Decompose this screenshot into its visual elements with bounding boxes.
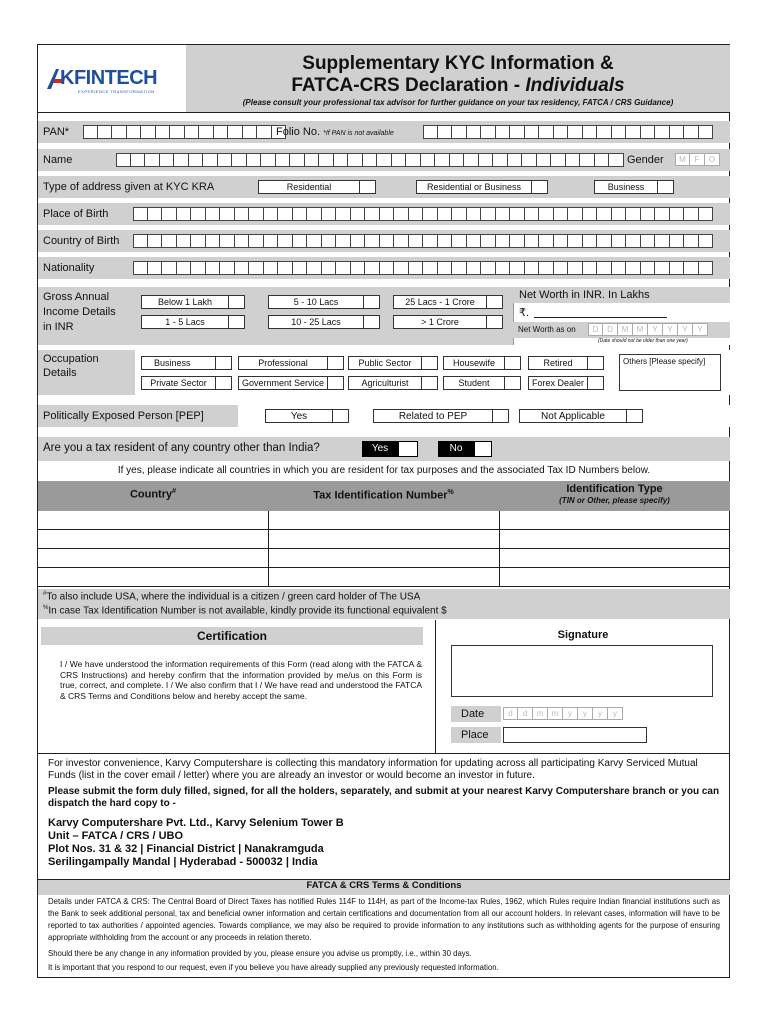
logo-tagline: EXPERIENCE TRANSFORMATION <box>78 89 155 94</box>
folio-input[interactable] <box>423 125 713 139</box>
certification-text: I / We have understood the information requirements of this Form (read along with the FATCA & CRS Instructions) and hereby confirm that the information provided by me/us on this Form is true, correct, and complete. I / We also confirm that I / We have read and understood the FATCA & CRS Terms and Conditions below and hereby accept the same. <box>60 659 422 701</box>
title-prefix: FATCA-CRS Declaration - <box>291 75 526 96</box>
occupation-student-checkbox[interactable] <box>505 376 521 390</box>
terms-para-2: Should there be any change in any information provided by you, please ensure you advise us promptly, i.e., within 30 days. <box>48 949 472 958</box>
address-line-4: Serilingampally Mandal | Hyderabad - 500032 | India <box>48 856 318 868</box>
tax-instruction: If yes, please indicate all countries in which you are resident for tax purposes and the associated Tax ID Numbers below. <box>117 465 651 476</box>
footer-para-2: Please submit the form duly filled, signed, for all the holders, separately, and submit at your nearest Karvy Computershare branch or you can dispatch the hard copy to - <box>48 786 720 809</box>
occupation-public-sector-checkbox[interactable] <box>422 356 438 370</box>
pep-not-applicable: Not Applicable <box>519 409 627 423</box>
income-25-lacs-1-crore-checkbox[interactable] <box>487 295 503 309</box>
occupation-others-field[interactable] <box>619 354 721 391</box>
folio-text: Folio No. <box>276 126 321 138</box>
address-residential-business: Residential or Business <box>416 180 532 194</box>
occupation-professional: Professional <box>238 356 328 370</box>
tax-table-body[interactable] <box>38 511 730 587</box>
net-worth-date-note: (Date should not be older than one year) <box>598 338 688 344</box>
place-input[interactable] <box>503 727 647 743</box>
pep-not-applicable-checkbox[interactable] <box>627 409 643 423</box>
title-italic: Individuals <box>525 75 625 96</box>
address-business-checkbox[interactable] <box>658 180 674 194</box>
folio-label <box>276 126 394 138</box>
folio-note: *If PAN is not available <box>323 130 394 137</box>
income-above-1-crore-checkbox[interactable] <box>487 315 503 329</box>
income-above-1-crore: > 1 Crore <box>393 315 487 329</box>
terms-para-3: It is important that you respond to our request, even if you believe you have already supplied any previously requested information. <box>48 963 499 972</box>
net-worth-label: Net Worth in INR. In Lakhs <box>519 289 650 301</box>
address-residential-business-checkbox[interactable] <box>532 180 548 194</box>
pep-related-checkbox[interactable] <box>493 409 509 423</box>
nationality-label: Nationality <box>43 262 95 274</box>
pep-yes-checkbox[interactable] <box>333 409 349 423</box>
address-residential-checkbox[interactable] <box>360 180 376 194</box>
nationality-input[interactable] <box>133 261 713 275</box>
name-input[interactable] <box>116 153 624 167</box>
occupation-business: Business <box>141 356 216 370</box>
pep-label: Politically Exposed Person [PEP] <box>43 410 204 422</box>
occupation-forex-dealer-checkbox[interactable] <box>588 376 604 390</box>
gender-f[interactable]: F <box>690 153 705 166</box>
rupee-symbol: ₹. <box>519 307 530 319</box>
date-label: Date <box>461 708 485 720</box>
signature-box[interactable] <box>451 645 713 697</box>
address-line-2: Unit – FATCA / CRS / UBO <box>48 830 184 842</box>
occupation-private-sector-checkbox[interactable] <box>216 376 232 390</box>
tax-question: Are you a tax resident of any country other than India? <box>43 442 320 454</box>
tax-note-2: %In case Tax Identification Number is not available, kindly provide its functional equivalent $ <box>43 605 447 617</box>
certification-title: Certification <box>196 629 267 643</box>
logo-text: KFINTECH <box>60 67 158 89</box>
income-10-25-lacs: 10 - 25 Lacs <box>268 315 364 329</box>
terms-para-1: Details under FATCA & CRS: The Central Board of Direct Taxes has notified Rules 114F to 114H, as part of the Income-tax Rules, 1962, which Rules require Indian financial institutions such as the Bank to seek additional personal, tax and beneficial owner information and certain certifications and documentation from all our account holders. In relevant cases, information will have to be reported to tax authorities / appointed agencies. Towards compliance, we may also be required to provide information to any institutions such as withholding agents for the purpose of ensuring appropriate withholding from the account or any proceeds in relation thereto. <box>48 897 720 942</box>
income-5-10-lacs: 5 - 10 Lacs <box>268 295 364 309</box>
tax-no-checkbox[interactable] <box>474 441 492 457</box>
kyc-form <box>37 44 730 978</box>
page-title-line2 <box>186 75 730 97</box>
address-line-1: Karvy Computershare Pvt. Ltd., Karvy Selenium Tower B <box>48 817 344 829</box>
logo <box>38 45 186 112</box>
place-label: Place <box>461 729 489 741</box>
header-title-block <box>186 45 730 112</box>
occupation-housewife-checkbox[interactable] <box>505 356 521 370</box>
gender-label: Gender <box>627 154 664 166</box>
country-of-birth-label: Country of Birth <box>43 235 120 247</box>
occupation-professional-checkbox[interactable] <box>328 356 344 370</box>
address-line-3: Plot Nos. 31 & 32 | Financial District | Nanakramguda <box>48 843 324 855</box>
date-input[interactable]: d d m m y y y y <box>503 707 623 720</box>
address-residential: Residential <box>258 180 360 194</box>
col-idtype-sub: (TIN or Other, please specify) <box>559 496 670 505</box>
address-type-label: Type of address given at KYC KRA <box>43 181 215 193</box>
occupation-agriculturist: Agriculturist <box>348 376 422 390</box>
place-of-birth-input[interactable] <box>133 207 713 221</box>
occupation-retired: Retired <box>528 356 588 370</box>
income-below-1-lakh: Below 1 Lakh <box>141 295 229 309</box>
income-below-1-lakh-checkbox[interactable] <box>229 295 245 309</box>
net-worth-as-on-label: Net Worth as on <box>518 325 576 334</box>
page-title-line1: Supplementary KYC Information & <box>302 53 614 74</box>
col-country: Country# <box>129 488 177 501</box>
pep-yes: Yes <box>265 409 333 423</box>
col-tin: Tax Identification Number% <box>313 489 454 502</box>
address-business: Business <box>594 180 658 194</box>
income-label-3: in INR <box>43 321 74 333</box>
col-idtype: Identification Type <box>566 483 663 495</box>
occupation-government-service: Government Service <box>238 376 328 390</box>
occupation-agriculturist-checkbox[interactable] <box>422 376 438 390</box>
income-label-1: Gross Annual <box>43 291 110 303</box>
occupation-business-checkbox[interactable] <box>216 356 232 370</box>
income-5-10-lacs-checkbox[interactable] <box>364 295 380 309</box>
occupation-private-sector: Private Sector <box>141 376 216 390</box>
occupation-government-service-checkbox[interactable] <box>328 376 344 390</box>
place-of-birth-label: Place of Birth <box>43 208 109 220</box>
pan-input[interactable] <box>83 125 286 139</box>
gender-m[interactable]: M <box>675 153 690 166</box>
tax-yes-label: Yes <box>362 441 398 457</box>
terms-title: FATCA & CRS Terms & Conditions <box>306 880 462 891</box>
country-of-birth-input[interactable] <box>133 234 713 248</box>
occupation-label-2: Details <box>43 367 77 379</box>
tax-note-1: #To also include USA, where the individual is a citizen / green card holder of The USA <box>43 591 421 603</box>
name-label: Name <box>43 154 73 166</box>
income-10-25-lacs-checkbox[interactable] <box>364 315 380 329</box>
signature-label: Signature <box>557 629 609 641</box>
income-1-5-lacs-checkbox[interactable] <box>229 315 245 329</box>
occupation-housewife: Housewife <box>443 356 505 370</box>
occupation-student: Student <box>443 376 505 390</box>
tax-yes-checkbox[interactable] <box>398 441 418 457</box>
tax-no-label: No <box>438 441 474 457</box>
income-1-5-lacs: 1 - 5 Lacs <box>141 315 229 329</box>
pan-label: PAN* <box>43 126 70 138</box>
income-label-2: Income Details <box>43 306 116 318</box>
pep-related: Related to PEP <box>373 409 493 423</box>
occupation-public-sector: Public Sector <box>348 356 422 370</box>
page-subtitle: (Please consult your professional tax advisor for further guidance on your tax residency, FATCA / CRS Guidance) <box>242 98 674 107</box>
net-worth-date-input[interactable]: D D M M Y Y Y Y <box>588 323 708 336</box>
occupation-others-label: Others [Please specify] <box>623 357 706 366</box>
gender-input[interactable] <box>675 153 720 166</box>
income-25-lacs-1-crore: 25 Lacs - 1 Crore <box>393 295 487 309</box>
net-worth-input[interactable] <box>534 317 667 318</box>
gender-o[interactable]: O <box>705 153 720 166</box>
occupation-forex-dealer: Forex Dealer <box>528 376 588 390</box>
footer-para-1: For investor convenience, Karvy Computershare is collecting this mandatory information for updating across all participating Karvy Serviced Mutual Funds (list in the cover email / letter) where you are already an investor or would become an investor in future. <box>48 758 698 781</box>
occupation-retired-checkbox[interactable] <box>588 356 604 370</box>
occupation-label-1: Occupation <box>43 353 99 365</box>
